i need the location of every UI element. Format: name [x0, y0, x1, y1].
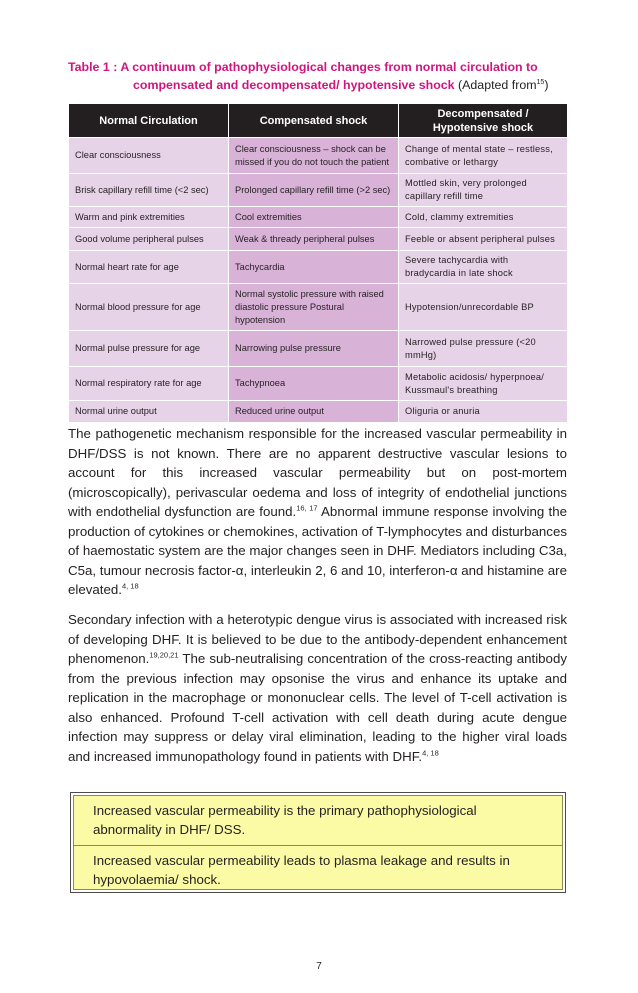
- table-cell: Prolonged capillary refill time (>2 sec): [229, 174, 399, 207]
- key-points-inner: [73, 795, 563, 890]
- citation: 4, 18: [422, 748, 439, 758]
- table-cell: Normal heart rate for age: [69, 251, 229, 284]
- header-decompensated-shock: Decompensated / Hypotensive shock: [399, 104, 568, 138]
- caption-line-2: [68, 76, 578, 94]
- table-cell: Change of mental state – restless, combative or lethargy: [399, 138, 568, 174]
- table-cell: Cold, clammy extremities: [399, 207, 568, 228]
- table-cell: Metabolic acidosis/ hyperpnoea/ Kussmaul's breathing: [399, 367, 568, 401]
- table-row: [69, 174, 568, 207]
- citation: 19,20,21: [149, 650, 179, 660]
- table-cell: Clear consciousness – shock can be missed if you do not touch the patient: [229, 138, 399, 174]
- table-cell: Reduced urine output: [229, 401, 399, 423]
- table-row: [69, 228, 568, 251]
- table-cell: Normal pulse pressure for age: [69, 331, 229, 367]
- table-cell: Good volume peripheral pulses: [69, 228, 229, 251]
- table-row: [69, 207, 568, 228]
- paragraph-2-text-cont: The sub-neutralising concentration of the cross-reacting antibody from the previous infection may opsonise the virus and enhance its uptake and replication in the macrophage or mononuclear cells. The level of T-cell activation is also enhanced. Profound T-cell activation with cell death during acute dengue infection may suppress or delay viral elimination, leading to the higher viral loads and increased immunopathology found in patients with DHF.: [68, 651, 567, 764]
- table-cell: Narrowed pulse pressure (<20 mmHg): [399, 331, 568, 367]
- table-caption: [68, 58, 578, 94]
- key-point: Increased vascular permeability is the primary pathophysiological abnormality in DHF/ DSS.: [93, 803, 477, 837]
- table-cell: Brisk capillary refill time (<2 sec): [69, 174, 229, 207]
- table-cell: Hypotension/unrecordable BP: [399, 284, 568, 331]
- citation: 16, 17: [296, 503, 318, 513]
- table-cell: Feeble or absent peripheral pulses: [399, 228, 568, 251]
- key-point: Increased vascular permeability leads to plasma leakage and results in hypovolaemia/ shock.: [74, 845, 562, 895]
- table-header-row: [69, 104, 568, 138]
- table-cell: Normal respiratory rate for age: [69, 367, 229, 401]
- table-row: [69, 284, 568, 331]
- table-row: [69, 138, 568, 174]
- table-cell: Cool extremities: [229, 207, 399, 228]
- caption-ref: 15: [536, 78, 545, 86]
- table-row: [69, 401, 568, 423]
- paragraph-secondary-infection: [68, 610, 567, 766]
- page-number: 7: [316, 961, 322, 972]
- table-cell: Normal systolic pressure with raised diastolic pressure Postural hypotension: [229, 284, 399, 331]
- table-cell: Mottled skin, very prolonged capillary refill time: [399, 174, 568, 207]
- caption-adapted-text: (Adapted from: [458, 78, 537, 92]
- table-cell: Narrowing pulse pressure: [229, 331, 399, 367]
- table-cell: Normal urine output: [69, 401, 229, 423]
- caption-close: ): [544, 78, 549, 92]
- paragraph-1-text: The pathogenetic mechanism responsible for the increased vascular permeability in DHF/DSS is not known. There are no apparent destructive vascular lesions to account for this increased vascular permeability but on post-mortem (microscopically), perivascular oedema and loss of integrity of endothelial junctions with endothelial dysfunction are found.: [68, 426, 567, 519]
- table-cell: Oliguria or anuria: [399, 401, 568, 423]
- header-compensated-shock: Compensated shock: [229, 104, 399, 138]
- citation: 4, 18: [121, 581, 139, 591]
- table-row: [69, 251, 568, 284]
- caption-line-2-text: compensated and decompensated/ hypotensive shock: [133, 78, 455, 92]
- table-cell: Tachycardia: [229, 251, 399, 284]
- table-cell: Warm and pink extremities: [69, 207, 229, 228]
- table-cell: Weak & thready peripheral pulses: [229, 228, 399, 251]
- paragraph-pathogenesis: [68, 424, 567, 600]
- table-cell: Clear consciousness: [69, 138, 229, 174]
- table-cell: Normal blood pressure for age: [69, 284, 229, 331]
- table-row: [69, 331, 568, 367]
- shock-continuum-table: [68, 103, 568, 423]
- paragraph-2-text: Secondary infection with a heterotypic dengue virus is associated with increased risk of developing DHF. It is believed to be due to the antibody-dependent enhancement phenomenon.: [68, 612, 567, 666]
- header-normal-circulation: Normal Circulation: [69, 104, 229, 138]
- key-points-box: [70, 792, 566, 893]
- table-cell: Tachypnoea: [229, 367, 399, 401]
- table-cell: Severe tachycardia with bradycardia in late shock: [399, 251, 568, 284]
- caption-line-1: Table 1 : A continuum of pathophysiological changes from normal circulation to: [68, 60, 538, 74]
- paragraph-1-text-cont: Abnormal immune response involving the production of cytokines or chemokines, activation of T-lymphocytes and disturbances of haemostatic system are the major changes seen in DHF. Mediators including C3a, C5a, tumour necrosis factor-α, interleukin 2, 6 and 10, interferon-α and histamine are elevated.: [68, 504, 567, 597]
- table-row: [69, 367, 568, 401]
- caption-adapted: [458, 78, 548, 92]
